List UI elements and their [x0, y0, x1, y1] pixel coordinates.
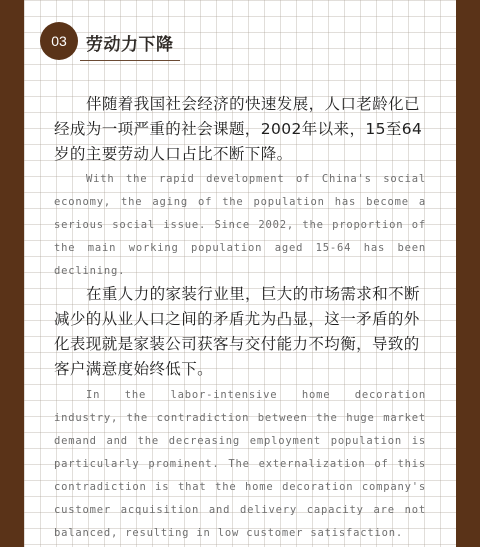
paragraph-2-chinese: 在重人力的家装行业里，巨大的市场需求和不断减少的从业人口之间的矛盾尤为凸显，这一矛盾的外化表现就是家装公司获客与交付能力不均衡，导致的客户满意度始终低下。 — [54, 285, 420, 378]
paragraph-1-english: With the rapid development of China's social economy, the aging of the population has become a serious social issue. Since 2002, the proportion of the main working population aged 15-64 has been declining. — [54, 173, 426, 277]
left-frame-border — [0, 0, 24, 547]
title-underline — [80, 60, 180, 61]
section-header — [40, 22, 180, 62]
paragraph-2-english: In the labor-intensive home decoration industry, the contradiction between the huge market demand and the decreasing employment population is particularly prominent. The externalization of this contradiction is that the home decoration company's customer acquisition and delivery capacity are not balanced, resulting in low customer satisfaction. — [54, 389, 426, 539]
section-number-badge: 03 — [40, 22, 78, 60]
section-title: 劳动力下降 — [86, 35, 174, 55]
paragraph-1-chinese: 伴随着我国社会经济的快速发展，人口老龄化已经成为一项严重的社会课题，2002年以来，15至64岁的主要劳动人口占比不断下降。 — [54, 95, 423, 163]
right-frame-border — [456, 0, 480, 547]
